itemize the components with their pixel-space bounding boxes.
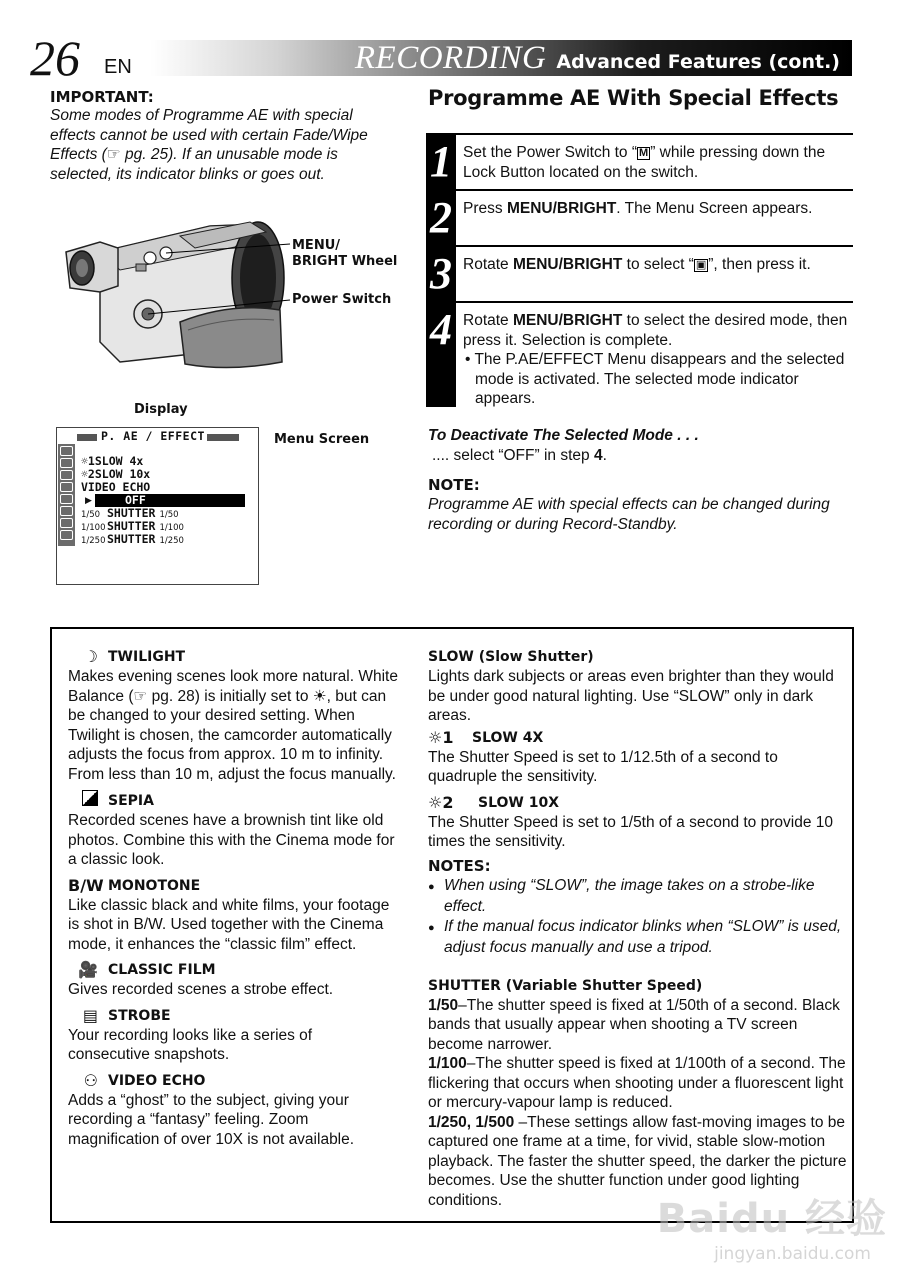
mode-name: SEPIA	[108, 792, 154, 809]
step-number: 2	[430, 193, 452, 242]
section-title: Programme AE With Special Effects	[428, 86, 839, 110]
note-title: NOTE:	[428, 476, 480, 494]
header-title	[355, 40, 840, 76]
menu-screen-label: Menu Screen	[274, 432, 370, 447]
important-block	[50, 88, 400, 184]
slow10-icon: ☼2	[428, 792, 454, 812]
shutter-item-100	[428, 1054, 848, 1113]
important-title: IMPORTANT:	[50, 88, 154, 106]
mode-classic-film-head	[68, 960, 398, 980]
step-text-part: ” while pressing down the Lock Button located on the switch.	[463, 144, 826, 181]
screen-row-text: SHUTTER	[107, 506, 156, 520]
step-text-part: Rotate	[463, 256, 513, 273]
mode-twilight-text: Makes evening scenes look more natural. White Balance (☞ pg. 28) is initially set to ☀, but can be changed to your desired setting. When Twilight is chosen, the camcorder automatically adjusts the focus from approx. 10 m to infinity. From less than 10 m, adjust the focus manually.	[68, 668, 398, 783]
note-item: ● When using “SLOW”, the image takes on a strobe-like effect.	[428, 876, 848, 917]
shutter-text: –The shutter speed is fixed at 1/100th of a second. The flickering that occurs when shooting under a fluorescent light or mercury-vapour lamp is reduced.	[428, 1055, 846, 1111]
deactivate-line-text: .... select “OFF” in step	[432, 446, 594, 464]
twilight-icon: ☽	[83, 647, 98, 666]
mode-slow10-head	[428, 793, 848, 813]
shutter-title: SHUTTER (Variable Shutter Speed)	[428, 977, 703, 994]
screen-cursor-icon: ▶	[85, 495, 92, 505]
deactivate-line-end: .	[602, 446, 607, 464]
mode-name: STROBE	[108, 1007, 171, 1024]
important-text: Some modes of Programme AE with special effects cannot be used with certain Fade/Wipe Effects (☞ pg. 25). If an unusable mode is selected, its indicator blinks or goes out.	[50, 107, 368, 183]
step-1-text	[463, 143, 855, 182]
header-bar	[150, 40, 852, 76]
effect-menu-icon: ▣	[695, 259, 707, 271]
manual-mode-icon: M	[639, 147, 649, 159]
step-text-part: Rotate	[463, 312, 513, 329]
mode-video-echo-text: Adds a “ghost” to the subject, giving your recording a “fantasy” feeling. Zoom magnification of over 10X is not available.	[68, 1091, 355, 1148]
step-text-part: Set the Power Switch to “	[463, 144, 638, 161]
slow4-icon: ☼1	[428, 727, 454, 747]
step-4-bullet: • The P.AE/EFFECT Menu disappears and the selected mode is activated. The selected mode indicator appears.	[465, 351, 845, 407]
monotone-icon: B/W	[68, 875, 104, 895]
screen-menu-icon	[60, 518, 73, 528]
slow-text: Lights dark subjects or areas even brighter than they would be under good natural lighting. Use “SLOW” only in dark areas.	[428, 668, 834, 724]
step-text-part: . The Menu Screen appears.	[616, 200, 813, 217]
shutter-label: 1/100	[428, 1055, 467, 1072]
effects-box	[50, 627, 854, 1223]
mode-strobe-head	[68, 1006, 398, 1026]
step-rule	[456, 189, 853, 191]
screen-row-prefix: 1/50	[81, 510, 101, 520]
deactivate-block	[428, 426, 853, 465]
power-switch-label: Power Switch	[292, 292, 392, 307]
step-text-bold: MENU/BRIGHT	[506, 200, 617, 217]
step-rule	[456, 301, 853, 303]
step-text-part: to select the desired mode, then press it. Selection is complete.	[463, 312, 848, 349]
header-section: RECORDING	[354, 40, 547, 76]
step-2-text	[463, 199, 855, 219]
menu-wheel-label-line2: BRIGHT Wheel	[292, 254, 398, 269]
mode-sepia-text: Recorded scenes have a brownish tint like old photos. Combine this with the Cinema mode for a classic look.	[68, 812, 395, 868]
step-text-bold: MENU/BRIGHT	[512, 312, 623, 329]
screen-row-prefix: 1/250	[81, 536, 106, 546]
note-item: ● If the manual focus indicator blinks when “SLOW” is used, adjust focus manually and use a tripod.	[428, 917, 848, 958]
screen-row-text: ☼1SLOW 4x	[81, 454, 144, 468]
screen-icon-column	[58, 444, 75, 546]
mode-slow10-text: The Shutter Speed is set to 1/5th of a second to provide 10 times the sensitivity.	[428, 813, 833, 850]
shutter-text: –These settings allow fast-moving images to be captured one frame at a time, for vivid, stable slow-motion playback. The faster the shutter speed, the darker the picture becomes. Use the shutter function under good lighting conditions.	[428, 1113, 847, 1209]
mode-name: VIDEO ECHO	[108, 1072, 206, 1089]
screen-row-text: ☼2SLOW 10x	[81, 467, 151, 481]
screen-title-bar	[57, 431, 258, 443]
effects-right-column	[428, 647, 848, 1210]
slow-title: SLOW (Slow Shutter)	[428, 649, 594, 665]
deactivate-title: To Deactivate The Selected Mode . . .	[428, 427, 699, 444]
screen-title: P. AE / EFFECT	[101, 429, 205, 443]
screen-menu-icon	[60, 506, 73, 516]
screen-title-bar-right	[207, 434, 239, 441]
mode-monotone-text: Like classic black and white films, your footage is shot in B/W. Used together with the Cinema mode, it enhances the “classic film” effect.	[68, 896, 390, 953]
step-rule	[456, 245, 853, 247]
screen-menu-icon	[60, 494, 73, 504]
shutter-item-50	[428, 996, 848, 1055]
screen-title-bar-left	[77, 434, 97, 441]
page-language: EN	[104, 56, 132, 78]
step-3-text	[463, 255, 855, 275]
step-text-part: Press	[463, 200, 507, 217]
note-text: Programme AE with special effects can be changed during recording or during Record-Standby.	[428, 496, 830, 533]
video-echo-icon: ⚇	[83, 1070, 98, 1090]
screen-row-suffix: 1/250	[159, 536, 184, 546]
page-number: 26	[30, 30, 80, 86]
effects-left-column	[68, 647, 398, 1149]
shutter-text: –The shutter speed is fixed at 1/50th of a second. Black bands that usually appear when shooting a TV screen become narrower.	[428, 996, 840, 1053]
step-text-part: to select “	[622, 256, 694, 273]
header-subtitle: Advanced Features (cont.)	[556, 51, 840, 73]
screen-row-text: VIDEO ECHO	[81, 480, 151, 494]
shutter-label: 1/50	[428, 996, 459, 1014]
menu-wheel-label-line1: MENU/	[292, 238, 341, 253]
menu-screen	[56, 427, 259, 585]
mode-name: CLASSIC FILM	[108, 962, 216, 978]
mode-slow4-text: The Shutter Speed is set to 1/12.5th of a second to quadruple the sensitivity.	[428, 748, 778, 785]
sepia-icon-wrap	[68, 790, 98, 811]
mode-strobe-text: Your recording looks like a series of consecutive snapshots.	[68, 1026, 313, 1063]
mode-name: SLOW 10X	[478, 794, 559, 811]
watermark-url: jingyan.baidu.com	[714, 1244, 871, 1264]
mode-sepia-head	[68, 790, 398, 811]
mode-slow4-head	[428, 728, 848, 748]
screen-menu-icon	[60, 482, 73, 492]
step-rule	[456, 133, 853, 135]
menu-wheel-label	[292, 238, 397, 270]
deactivate-line	[428, 446, 853, 466]
mode-video-echo-head	[68, 1071, 398, 1091]
strobe-icon: ▤	[82, 1005, 98, 1025]
deactivate-step: 4	[593, 446, 603, 464]
notes-title: NOTES:	[428, 856, 491, 875]
mode-name: TWILIGHT	[108, 649, 186, 665]
step-text-bold: MENU/BRIGHT	[512, 256, 623, 273]
step-number: 1	[430, 137, 452, 186]
mode-monotone-head	[68, 876, 398, 896]
mode-twilight-head	[68, 647, 398, 667]
screen-menu-icon	[60, 446, 73, 456]
screen-row-suffix: 1/100	[159, 523, 184, 533]
screen-menu-icon	[60, 458, 73, 468]
screen-menu-icon	[60, 470, 73, 480]
screen-menu-icon	[60, 530, 73, 540]
spacer	[428, 958, 848, 976]
screen-row-suffix: 1/50	[159, 510, 179, 520]
screen-row-text: OFF	[125, 493, 146, 507]
watermark: Baidu 经验	[656, 1196, 887, 1242]
mode-classic-film-text: Gives recorded scenes a strobe effect.	[68, 981, 334, 998]
step-text-part: ”, then press it.	[708, 256, 811, 273]
note-block	[428, 476, 853, 534]
step-number: 3	[430, 249, 452, 298]
classic-film-icon: 🎥	[78, 960, 98, 979]
step-4-text	[463, 311, 855, 409]
mode-name: SLOW 4X	[472, 729, 544, 746]
screen-row-text: SHUTTER	[107, 519, 156, 533]
display-label: Display	[134, 402, 188, 417]
screen-row-shutter-250	[81, 533, 184, 548]
screen-row-prefix: 1/100	[81, 523, 106, 533]
shutter-label: 1/250, 1/500	[428, 1113, 515, 1131]
step-number: 4	[430, 305, 452, 354]
mode-name: MONOTONE	[108, 877, 201, 894]
screen-row-text: SHUTTER	[107, 532, 156, 546]
sepia-icon	[82, 790, 98, 806]
